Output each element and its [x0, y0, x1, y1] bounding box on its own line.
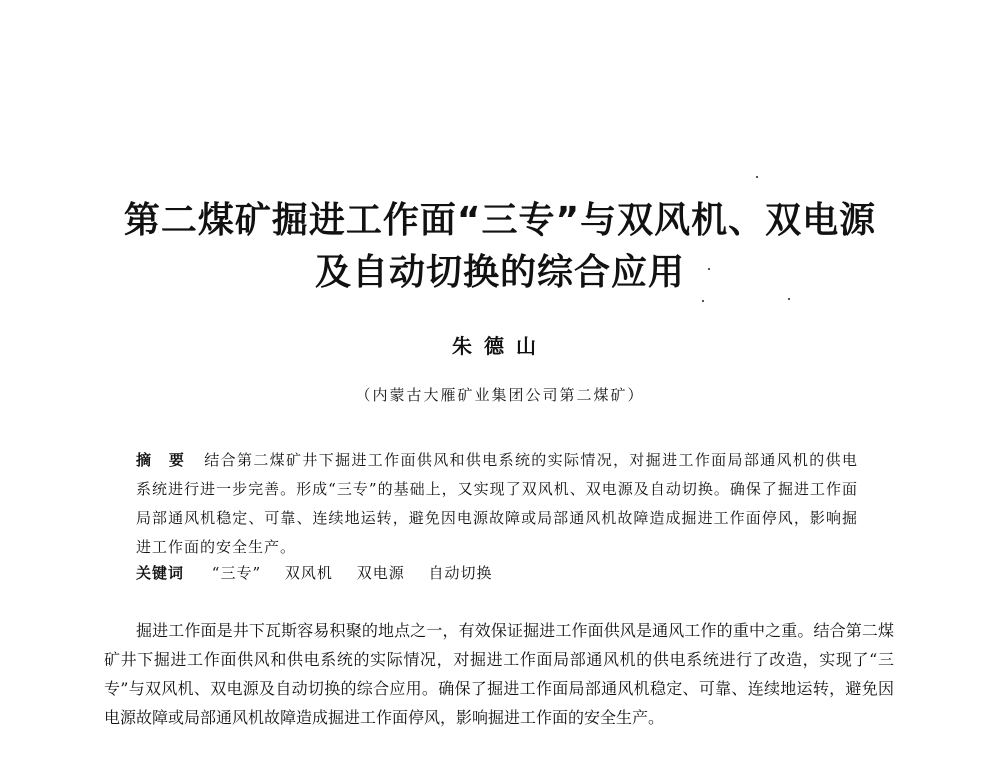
scan-speck [756, 176, 758, 178]
abstract-text: 结合第二煤矿井下掘进工作面供风和供电系统的实际情况，对掘进工作面局部通风机的供电系统进行进一步完善。形成“三专”的基础上，又实现了双风机、双电源及自动切换。确保了掘进工作面局部通风机稳定、可靠、连续地运转，避免因电源故障或局部通风机故障造成掘进工作面停风，影响掘进工作面的安全生产。 [136, 451, 858, 556]
title-line-2: 及自动切换的综合应用 [314, 252, 685, 293]
body-paragraph: 掘进工作面是井下瓦斯容易积聚的地点之一，有效保证掘进工作面供风是通风工作的重中之重。结合第二煤矿井下掘进工作面供风和供电系统的实际情况，对掘进工作面局部通风机的供电系统进行了改造，实现了“三专”与双风机、双电源及自动切换的综合应用。确保了掘进工作面局部通风机稳定、可靠、连续地运转，避免因电源故障或局部通风机故障造成掘进工作面停风，影响掘进工作面的安全生产。 [104, 621, 894, 727]
keywords-label: 关键词 [136, 564, 185, 582]
title-line-1: 第二煤矿掘进工作面“三专”与双风机、双电源 [123, 200, 877, 241]
author-name: 朱德山 [452, 334, 548, 358]
scan-speck [708, 268, 710, 270]
keywords [136, 562, 858, 583]
author-affiliation: （内蒙古大雁矿业集团公司第二煤矿） [355, 386, 645, 404]
keyword-item: “三专” [211, 564, 262, 582]
keyword-item: 自动切换 [428, 564, 493, 582]
scan-speck [702, 300, 704, 302]
abstract-label: 摘 要 [136, 451, 191, 469]
keyword-item: 双风机 [284, 564, 333, 582]
scan-speck [788, 298, 790, 300]
abstract [136, 446, 858, 562]
keyword-item: 双电源 [356, 564, 405, 582]
